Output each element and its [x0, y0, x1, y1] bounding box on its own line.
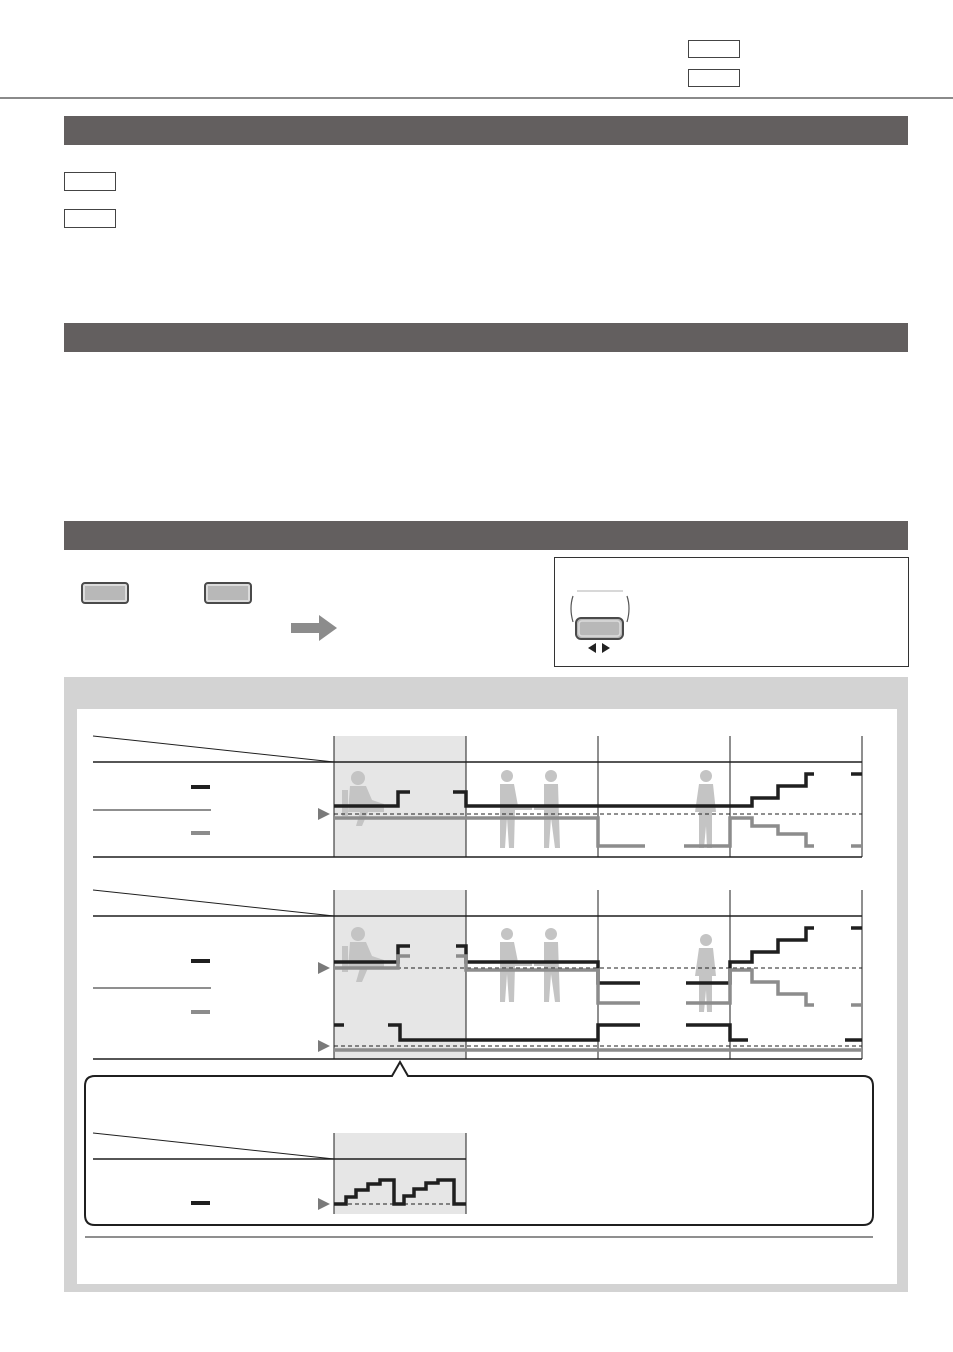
callout-balloon [85, 1062, 873, 1225]
diagram-2-frame [93, 890, 862, 1059]
play-marker-icon [318, 1040, 330, 1052]
people-shaking-hands-icon [500, 928, 560, 1002]
play-marker-icon [318, 808, 330, 820]
play-marker-icon [318, 962, 330, 974]
people-shaking-hands-icon [500, 770, 560, 848]
diagram-1-frame [93, 736, 862, 857]
person-walking-icon [695, 934, 716, 1012]
person-walking-icon [695, 770, 716, 848]
